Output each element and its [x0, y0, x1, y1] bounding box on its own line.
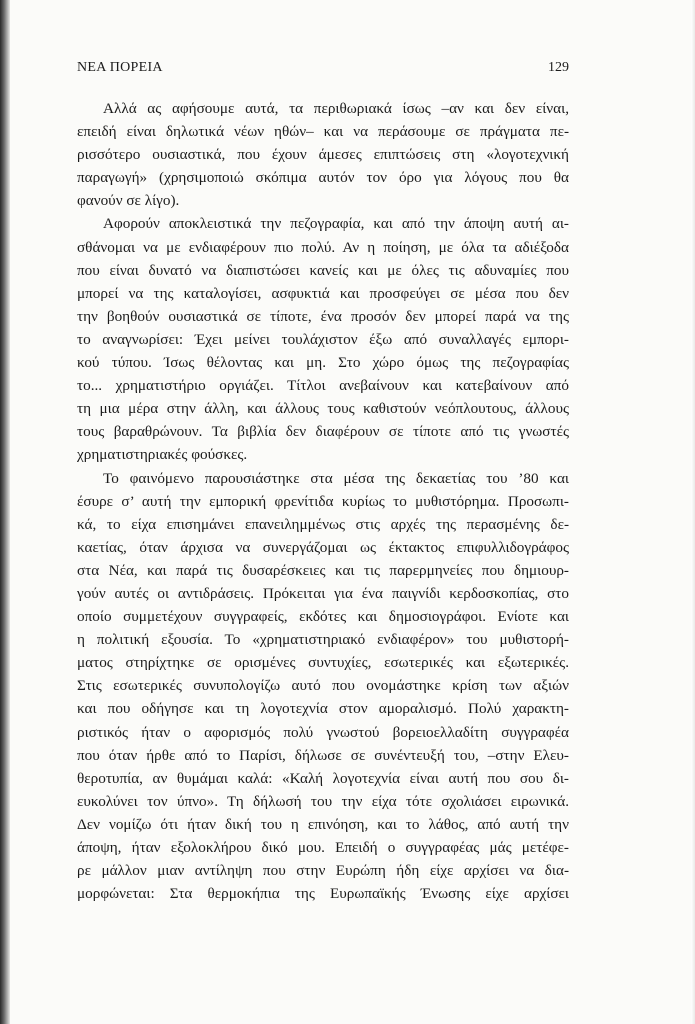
- body-text: [77, 97, 569, 905]
- text-line: τους βαραθρώνουν. Τα βιβλία δεν διαφέρουν σε τίποτε από τις γνωστές: [77, 423, 569, 441]
- text-line: ρε μάλλον μιαν αντίληψη που στην Ευρώπη ήδη είχε αρχίσει να δια-: [77, 862, 569, 880]
- text-line: που είναι δυνατό να διαπιστώσει κανείς και με όλες τις αδυναμίες που: [77, 261, 569, 279]
- text-line: γούν αυτές οι αντιδράσεις. Πρόκειται για ένα παιγνίδι κερδοσκοπίας, στο: [77, 584, 569, 602]
- text-line: τη μια μέρα στην άλλη, και άλλους τους καθιστούν νεόπλουτους, άλλους: [77, 400, 569, 418]
- text-line: Το φαινόμενο παρουσιάστηκε στα μέσα της δεκαετίας του ’80 και: [103, 469, 569, 487]
- text-line: ευκολύνει τον ύπνο». Τη δήλωσή του την είχα τότε σχολιάσει ειρωνικά.: [77, 792, 569, 810]
- text-line: επειδή είναι δηλωτικά νέων ηθών– και να περάσουμε σε πράγματα πε-: [77, 123, 569, 141]
- text-line: κού τύπου. Ίσως θέλοντας και μη. Στο χώρο όμως της πεζογραφίας: [77, 354, 569, 372]
- text-line: η πολιτική εξουσία. Το «χρηματιστηριακό ενδιαφέρον» του μυθιστορή-: [77, 631, 569, 649]
- text-line: άποψη, ήταν εξολοκλήρου δικό μου. Επειδή ο συγγραφέας μάς μετέφε-: [77, 839, 569, 856]
- text-line: ριστικός ήταν ο αφορισμός πολύ γνωστού βορειοελλαδίτη συγγραφέα: [77, 723, 569, 741]
- text-line: καετίας, όταν άρχισα να συνεργάζομαι ως έκτακτος επιφυλλιδογράφος: [77, 538, 569, 556]
- text-line: ρισσότερο ουσιαστικά, που έχουν άμεσες επιπτώσεις στη «λογοτεχνική: [77, 146, 569, 164]
- text-line: Στις εσωτερικές συνυπολογίζω αυτό που ονομάστηκε κρίση των αξιών: [77, 677, 569, 695]
- page-header: [77, 60, 569, 80]
- text-line: οποίο συμμετέχουν συγγραφείς, εκδότες και δημοσιογράφοι. Ενίοτε και: [77, 608, 569, 626]
- text-line: θεροτυπία, αν θυμάμαι καλά: «Καλή λογοτεχνία είναι αυτή που σου δι-: [77, 769, 569, 787]
- running-title: ΝΕΑ ΠΟΡΕΙΑ: [77, 60, 163, 75]
- text-line: φανούν σε λίγο).: [77, 192, 180, 210]
- text-line: Δεν νομίζω ότι ήταν δική του η επινόηση, και το λάθος, από αυτή την: [77, 815, 569, 833]
- text-line: χρηματιστηριακές φούσκες.: [77, 446, 248, 464]
- page-edge: [691, 0, 695, 1024]
- text-line: στα Νέα, και παρά τις δυσαρέσκειες και τις παρερμηνείες που δημιουρ-: [77, 561, 569, 579]
- text-line: παραγωγή» (χρησιμοποιώ σκόπιμα αυτόν τον όρο για λόγους που θα: [77, 169, 569, 187]
- text-line: κά, το είχα επισημάνει επανειλημμένως στις αρχές της περασμένης δε-: [77, 515, 569, 533]
- text-line: και που οδήγησε και τη λογοτεχνία στον αμοραλισμό. Πολύ χαρακτη-: [77, 700, 569, 718]
- text-line: έσυρε σ’ αυτή την εμπορική φρενίτιδα κυρίως το μυθιστόρημα. Προσωπι-: [77, 492, 569, 510]
- text-line: μπορεί να της καταλογίσει, ασφυκτιά και προσφεύγει σε μέσα που δεν: [77, 284, 569, 302]
- text-line: Αφορούν αποκλειστικά την πεζογραφία, και από την άποψη αυτή αι-: [103, 215, 569, 233]
- text-line: την βοηθούν ουσιαστικά σε τίποτε, ένα προσόν δεν μπορεί παρά να της: [77, 307, 569, 325]
- text-line: μορφώνεται: Στα θερμοκήπια της Ευρωπαϊκής Ένωσης είχε αρχίσει: [77, 885, 569, 903]
- text-line: σθάνομαι να με ενδιαφέρουν πιο πολύ. Αν η ποίηση, με όλα τα αδιέξοδα: [77, 238, 569, 256]
- book-spine-shadow: [0, 0, 10, 1024]
- text-line: το αναγνωρίσει: Έχει μείνει τουλάχιστον έξω από συναλλαγές εμπορι-: [77, 330, 569, 348]
- page-number: 129: [548, 60, 569, 75]
- text-line: Αλλά ας αφήσουμε αυτά, τα περιθωριακά ίσως –αν και δεν είναι,: [103, 100, 569, 117]
- text-line: ματος στηρίχτηκε σε ορισμένες συντυχίες, εσωτερικές και εξωτερικές.: [77, 654, 569, 672]
- text-line: που όταν ήρθε από το Παρίσι, δήλωσε σε συνέντευξή του, –στην Ελευ-: [77, 746, 569, 764]
- text-line: το... χρηματιστήριο οργιάζει. Τίτλοι ανεβαίνουν και κατεβαίνουν από: [77, 377, 569, 395]
